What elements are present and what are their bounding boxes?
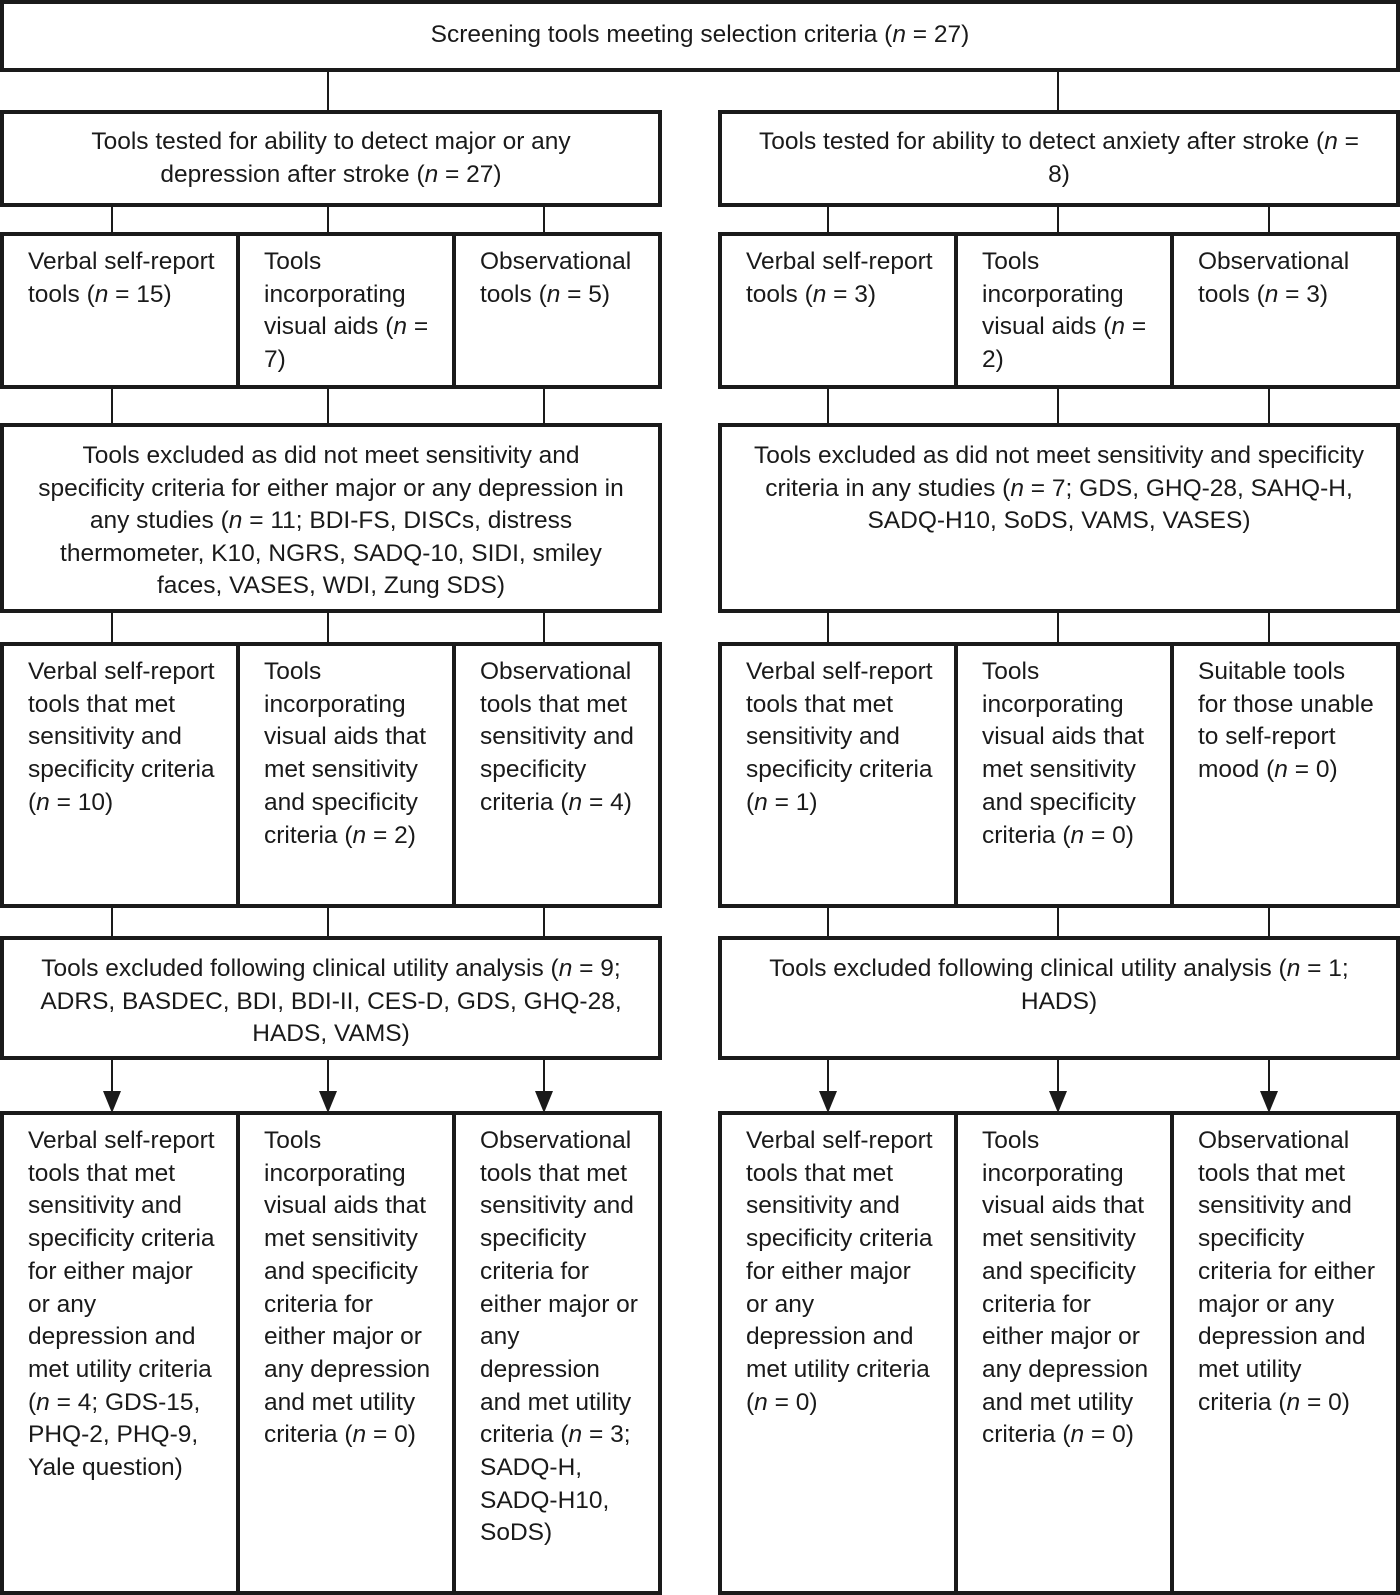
depression-excluded-sensitivity-box	[0, 423, 662, 613]
observational-cell: Observational tools that met sensitivity and specificity criteria for either major or any depression and met utility criteria (n = 0)	[1170, 1115, 1396, 1591]
connector-line	[1057, 207, 1059, 234]
connector-line	[327, 207, 329, 234]
observational-cell: Observational tools (n = 5)	[452, 236, 658, 385]
anxiety-excluded-sensitivity-box	[718, 423, 1400, 613]
connector-line	[543, 908, 545, 938]
connector-line	[1268, 908, 1270, 938]
verbal-self-report-cell: Verbal self-report tools (n = 3)	[746, 248, 933, 308]
connector-line	[327, 908, 329, 938]
arrow-down-icon	[819, 1091, 837, 1113]
connector-line	[1057, 908, 1059, 938]
visual-aids-cell: Tools incorporating visual aids that met sensitivity and specificity criteria for either major or any depression and met utility criteria (n = 0)	[236, 1115, 452, 1591]
connector-line	[543, 389, 545, 425]
verbal-self-report-cell: Verbal self-report tools that met sensitivity and specificity criteria (n = 10)	[28, 658, 215, 816]
connector-line	[111, 207, 113, 234]
observational-cell: Observational tools that met sensitivity and specificity criteria for either major or any depression and met utility criteria (n = 3; SADQ-H, SADQ-H10, SoDS)	[452, 1115, 658, 1591]
verbal-self-report-cell: Verbal self-report tools that met sensitivity and specificity criteria for either major or any depression and met utility criteria (n = 0)	[746, 1127, 933, 1416]
depression-excluded-utility-box	[0, 936, 662, 1060]
arrow-line	[543, 1060, 545, 1093]
connector-line	[1268, 207, 1270, 234]
connector-line	[827, 389, 829, 425]
anxiety-header-text: Tools tested for ability to detect anxiety after stroke (n = 8)	[759, 128, 1359, 188]
connector-line	[327, 613, 329, 644]
visual-aids-cell: Tools incorporating visual aids that met sensitivity and specificity criteria for either major or any depression and met utility criteria (n = 0)	[954, 1115, 1170, 1591]
arrow-down-icon	[103, 1091, 121, 1113]
connector-line	[1057, 613, 1059, 644]
arrow-line	[111, 1060, 113, 1093]
connector-line	[327, 389, 329, 425]
connector-line	[827, 207, 829, 234]
depression-excluded-utility-text: Tools excluded following clinical utility analysis (n = 9; ADRS, BASDEC, BDI, BDI-II, CES-D, GDS, GHQ-28, HADS, VAMS)	[40, 955, 622, 1047]
depression-categories-box	[0, 232, 662, 389]
connector-line	[1057, 389, 1059, 425]
connector-line	[111, 908, 113, 938]
anxiety-final-box	[718, 1111, 1400, 1595]
observational-cell: Observational tools that met sensitivity and specificity criteria (n = 4)	[452, 646, 658, 904]
connector-line	[111, 613, 113, 644]
visual-aids-cell: Tools incorporating visual aids that met sensitivity and specificity criteria (n = 2)	[236, 646, 452, 904]
arrow-line	[327, 1060, 329, 1093]
arrow-line	[1268, 1060, 1270, 1093]
selection-criteria-box	[0, 0, 1400, 72]
verbal-self-report-cell: Verbal self-report tools that met sensitivity and specificity criteria (n = 1)	[746, 658, 933, 816]
depression-header-text: Tools tested for ability to detect major or any depression after stroke (n = 27)	[91, 128, 571, 188]
connector-line	[543, 613, 545, 644]
arrow-line	[827, 1060, 829, 1093]
depression-header-box	[0, 110, 662, 207]
visual-aids-cell: Tools incorporating visual aids (n = 2)	[954, 236, 1170, 385]
anxiety-met-sensitivity-box	[718, 642, 1400, 908]
anxiety-header-box	[718, 110, 1400, 207]
arrow-down-icon	[1049, 1091, 1067, 1113]
connector-line	[827, 613, 829, 644]
arrow-line	[1057, 1060, 1059, 1093]
anxiety-excluded-utility-box	[718, 936, 1400, 1060]
connector-line	[111, 389, 113, 425]
connector-line	[827, 908, 829, 938]
arrow-down-icon	[319, 1091, 337, 1113]
visual-aids-cell: Tools incorporating visual aids (n = 7)	[236, 236, 452, 385]
depression-final-box	[0, 1111, 662, 1595]
connector-line	[543, 207, 545, 234]
arrow-down-icon	[535, 1091, 553, 1113]
anxiety-excluded-utility-text: Tools excluded following clinical utility analysis (n = 1; HADS)	[769, 955, 1349, 1015]
depression-met-sensitivity-box	[0, 642, 662, 908]
visual-aids-cell: Tools incorporating visual aids that met sensitivity and specificity criteria (n = 0)	[954, 646, 1170, 904]
connector-line	[1268, 389, 1270, 425]
unable-to-self-report-cell: Suitable tools for those unable to self-report mood (n = 0)	[1170, 646, 1396, 904]
observational-cell: Observational tools (n = 3)	[1170, 236, 1396, 385]
depression-excluded-sensitivity-text: Tools excluded as did not meet sensitivity and specificity criteria for either major or any depression in any studies (n = 11; BDI-FS, DISCs, distress thermometer, K10, NGRS, SADQ-10, SIDI, smiley faces, VASES, WDI, Zung SDS)	[38, 442, 624, 599]
connector-line	[1268, 613, 1270, 644]
anxiety-excluded-sensitivity-text: Tools excluded as did not meet sensitivity and specificity criteria in any studies (n = 7; GDS, GHQ-28, SAHQ-H, SADQ-H10, SoDS, VAMS, VASES)	[753, 442, 1365, 534]
selection-criteria-text: Screening tools meeting selection criteria (n = 27)	[430, 21, 970, 48]
connector-line	[327, 72, 329, 112]
anxiety-categories-box	[718, 232, 1400, 389]
verbal-self-report-cell: Verbal self-report tools (n = 15)	[28, 248, 215, 308]
verbal-self-report-cell: Verbal self-report tools that met sensitivity and specificity criteria for either major or any depression and met utility criteria (n = 4; GDS-15, PHQ-2, PHQ-9, Yale question)	[28, 1127, 215, 1482]
connector-line	[1057, 72, 1059, 112]
arrow-down-icon	[1260, 1091, 1278, 1113]
